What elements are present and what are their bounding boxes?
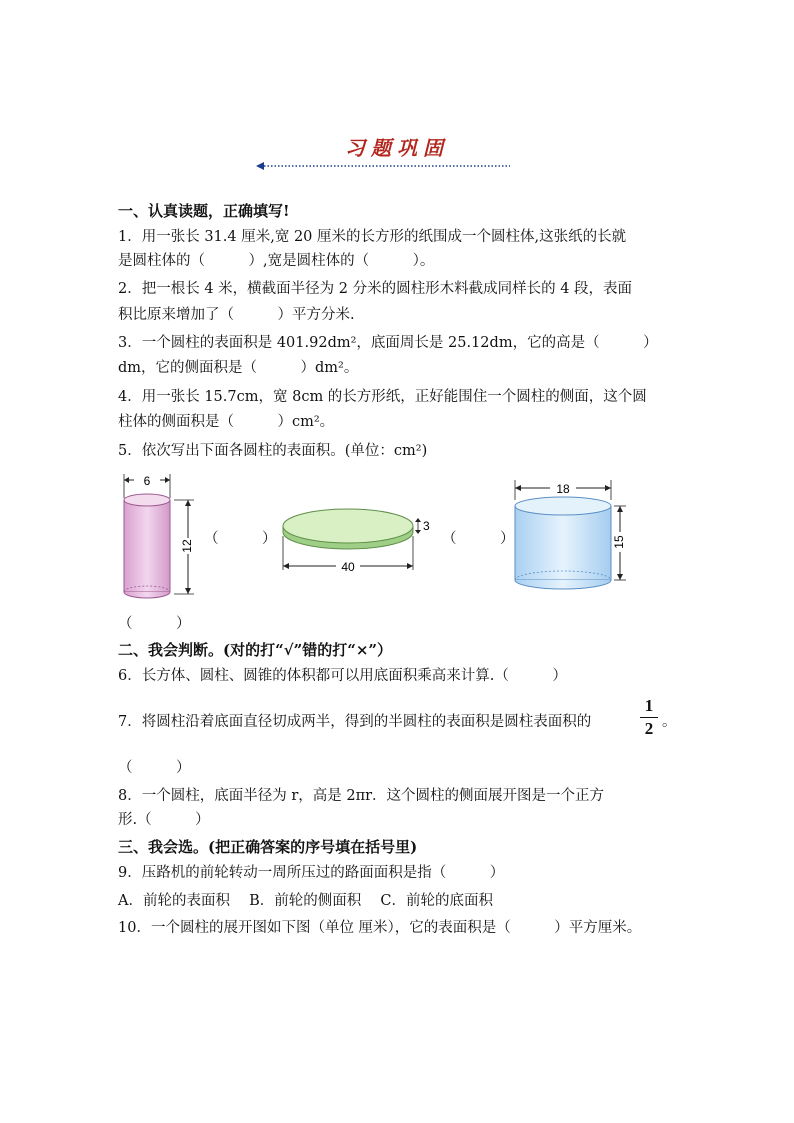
answer-paren-below: （ ） [118,616,191,632]
title-divider [256,160,512,172]
question-1-line-2: 是圆柱体的（ ）,宽是圆柱体的（ ）。 [118,253,435,269]
question-7-end-mark: 。 [662,714,677,730]
cyl2-diameter-label: 40 [341,560,355,574]
cyl2-height-label: 3 [423,519,430,533]
cyl1-height-label: 12 [180,539,195,553]
cyl1-diameter-label: 6 [143,474,151,488]
question-3-line-1: 3．一个圆柱的表面积是 401.92dm²，底面周长是 25.12dm，它的高是（ ） [118,335,658,351]
question-7-answer-paren: （ ） [118,760,191,776]
cyl2-answer-paren: （ ） [442,531,515,547]
page-title: 习题巩固 [345,136,449,160]
section-2-heading: 二、我会判断。(对的打“√”错的打“×”） [118,641,393,659]
question-9-options: A．前轮的表面积 B．前轮的侧面积 C．前轮的底面积 [118,893,493,909]
question-1-line-1: 1．用一张长 31.4 厘米,宽 20 厘米的长方形的纸围成一个圆柱体,这张纸的长就 [118,229,627,245]
question-2-line-2: 积比原来增加了（ ）平方分米. [118,307,355,323]
section-3-heading: 三、我会选。(把正确答案的序号填在括号里) [118,838,418,856]
fraction-one-half [640,696,658,739]
cylinder-figure-3 [510,476,640,592]
question-7: 7．将圆柱沿着底面直径切成两半，得到的半圆柱的表面积是圆柱表面积的 [118,714,592,730]
question-8-line-2: 形.（ ） [118,812,210,828]
cylinder-figure-1 [118,470,208,610]
fraction-numerator: 1 [644,696,654,715]
question-8-line-1: 8．一个圆柱，底面半径为 r，高是 2πr．这个圆柱的侧面展开图是一个正方 [118,788,605,804]
fraction-denominator: 2 [644,719,654,738]
question-2-line-1: 2．把一根长 4 米，横截面半径为 2 分米的圆柱形木料截成同样长的 4 段，表面 [118,281,633,297]
question-3-line-2: dm，它的侧面积是（ ）dm²。 [118,360,359,376]
question-9: 9．压路机的前轮转动一周所压过的路面面积是指（ ） [118,865,505,881]
cyl3-height-label: 15 [612,535,627,549]
question-10: 10．一个圆柱的展开图如下图（单位 厘米），它的表面积是（ ）平方厘米。 [118,920,642,936]
question-5: 5．依次写出下面各圆柱的表面积。(单位：cm²) [118,443,428,459]
cyl3-diameter-label: 18 [556,482,570,496]
cylinder-figure-2 [280,496,436,580]
cyl1-answer-paren: （ ） [204,531,277,547]
question-4-line-2: 柱体的侧面积是（ ）cm²。 [118,414,335,430]
question-6: 6．长方体、圆柱、圆锥的体积都可以用底面积乘高来计算.（ ） [118,668,567,684]
question-4-line-1: 4．用一张长 15.7cm，宽 8cm 的长方形纸，正好能围住一个圆柱的侧面，这个圆 [118,389,647,405]
section-1-heading: 一、认真读题，正确填写! [118,202,290,220]
